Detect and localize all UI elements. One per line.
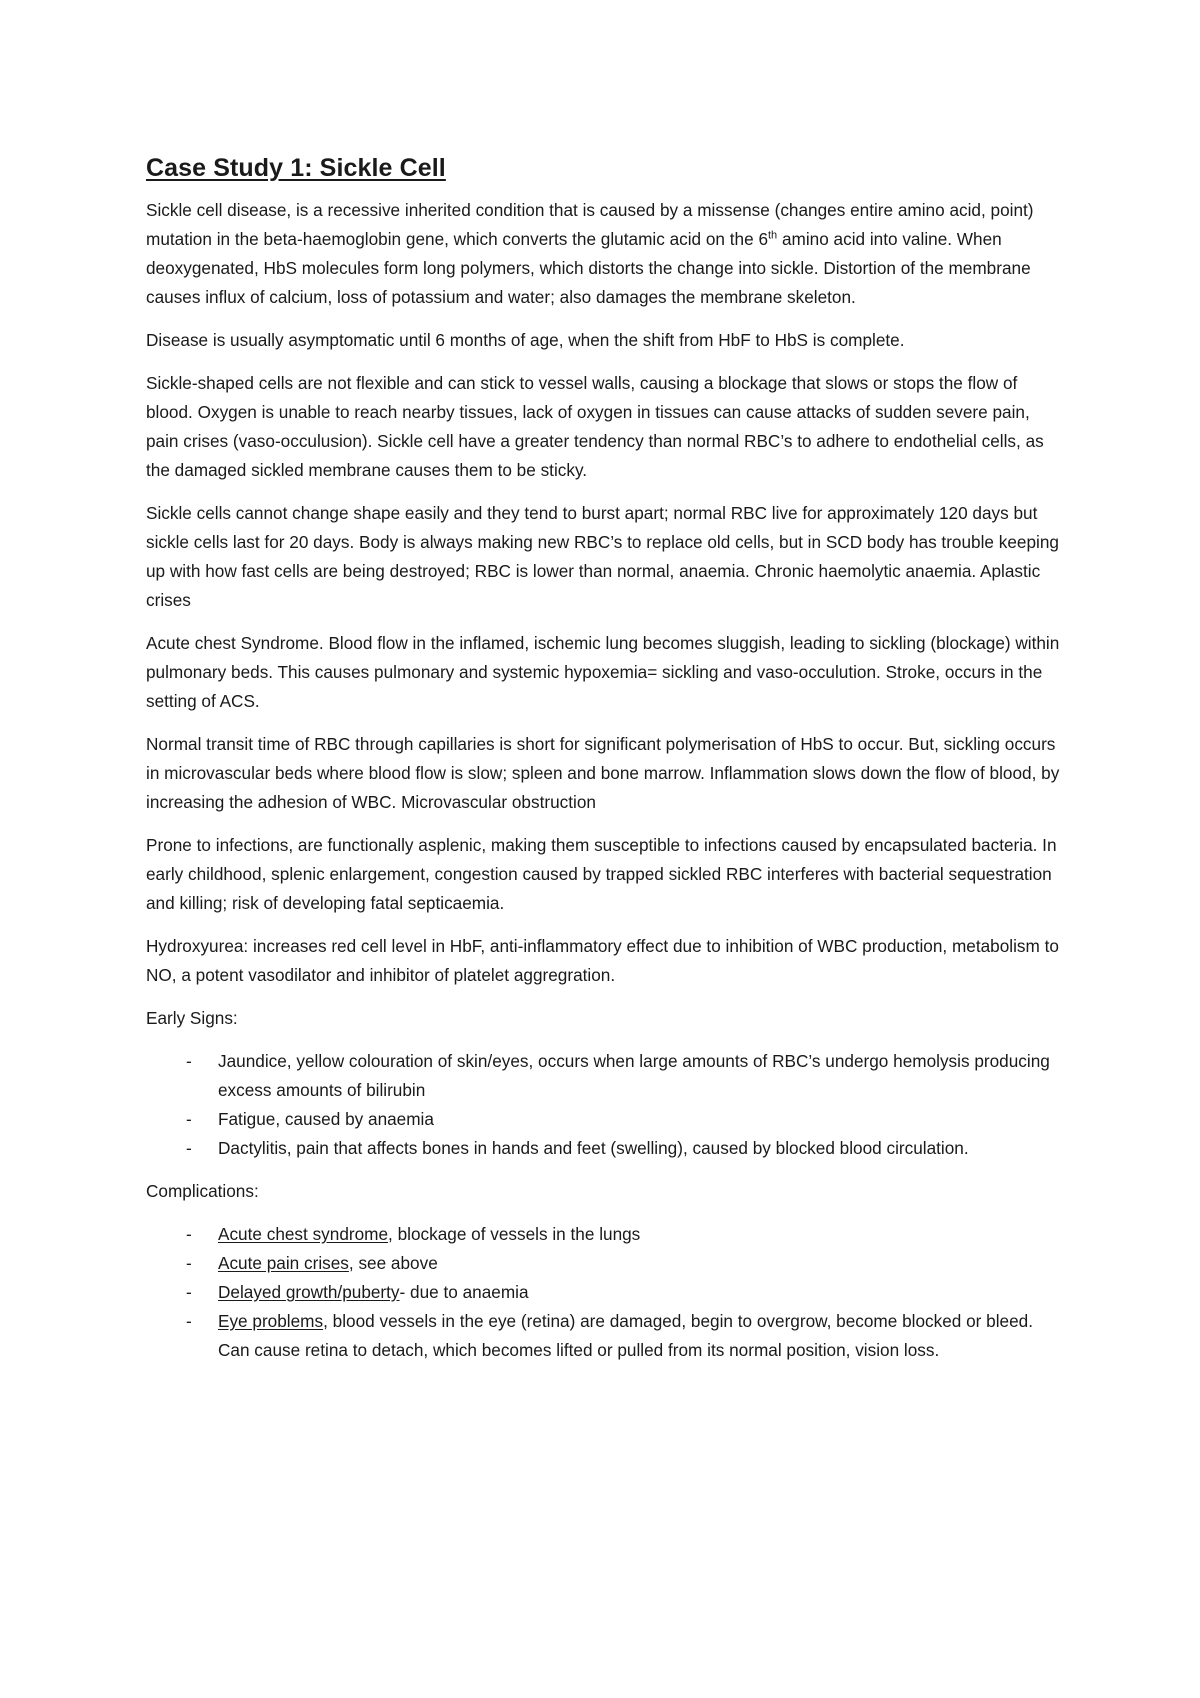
list-item-text: Dactylitis, pain that affects bones in hands and feet (swelling), caused by blocked blood circulation. [218,1138,969,1158]
list-item [146,1220,1066,1249]
dash-marker: - [186,1051,192,1071]
complications-list [146,1220,1066,1365]
dash-marker: - [186,1224,192,1244]
early-signs-list [146,1047,1066,1163]
dash-marker: - [186,1109,192,1129]
dash-marker: - [186,1282,192,1302]
list-item [146,1307,1066,1365]
complication-detail: - due to anaemia [399,1282,529,1302]
complication-detail: , blockage of vessels in the lungs [388,1224,641,1244]
list-item [146,1047,1066,1105]
list-item [146,1249,1066,1278]
complication-detail: , see above [348,1253,438,1273]
document-body [146,150,1066,1379]
dash-marker: - [186,1253,192,1273]
paragraph-acute-chest: Acute chest Syndrome. Blood flow in the inflamed, ischemic lung becomes sluggish, leading to sickling (blockage) within pulmonary beds. This causes pulmonary and systemic hypoxemia= sickling and vaso-occulution. Stroke, occurs in the setting of ACS. [146,633,1060,711]
paragraph-vaso-occlusion: Sickle-shaped cells are not flexible and can stick to vessel walls, causing a blockage that slows or stops the flow of blood. Oxygen is unable to reach nearby tissues, lack of oxygen in tissues can cause attacks of sudden severe pain, pain crises (vaso-occulusion). Sickle cell have a greater tendency than normal RBC’s to adhere to endothelial cells, as the damaged sickled membrane causes them to be sticky. [146,373,1044,480]
ordinal-suffix: th [768,229,778,242]
list-item [146,1134,1066,1163]
complication-term: Acute chest syndrome [218,1224,389,1244]
list-item-text: Fatigue, caused by anaemia [218,1109,434,1129]
list-item-text: Jaundice, yellow colouration of skin/eyes, occurs when large amounts of RBC’s undergo hemolysis producing excess amounts of bilirubin [218,1051,1050,1100]
complication-term: Eye problems [218,1311,324,1331]
early-signs-heading: Early Signs: [146,1008,238,1028]
paragraph-onset: Disease is usually asymptomatic until 6 months of age, when the shift from HbF to HbS is complete. [146,330,905,350]
intro-paragraph [146,196,1066,312]
dash-marker: - [186,1311,192,1331]
intro-text-start: Sickle cell disease, is a recessive inherited condition that is caused by a missense (changes entire amino acid, point) mutation in the beta-haemoglobin gene, which converts the glutamic acid on the 6 [146,200,1034,249]
paragraph-haemolysis: Sickle cells cannot change shape easily and they tend to burst apart; normal RBC live for approximately 120 days but sickle cells last for 20 days. Body is always making new RBC’s to replace old cells, but in SCD body has trouble keeping up with how fast cells are being destroyed; RBC is lower than normal, anaemia. Chronic haemolytic anaemia. Aplastic crises [146,503,1059,610]
paragraph-hydroxyurea: Hydroxyurea: increases red cell level in HbF, anti-inflammatory effect due to inhibition of WBC production, metabolism to NO, a potent vasodilator and inhibitor of platelet aggregration. [146,936,1059,985]
complications-heading: Complications: [146,1181,259,1201]
paragraph-transit-time: Normal transit time of RBC through capillaries is short for significant polymerisation of HbS to occur. But, sickling occurs in microvascular beds where blood flow is slow; spleen and bone marrow. Inflammation slows down the flow of blood, by increasing the adhesion of WBC. Microvascular obstruction [146,734,1060,812]
list-item [146,1278,1066,1307]
paragraph-infections: Prone to infections, are functionally asplenic, making them susceptible to infections caused by encapsulated bacteria. In early childhood, splenic enlargement, congestion caused by trapped sickled RBC interferes with bacterial sequestration and killing; risk of developing fatal septicaemia. [146,835,1057,913]
dash-marker: - [186,1138,192,1158]
intro-text-end: amino acid into valine. When deoxygenated, HbS molecules form long polymers, which distorts the change into sickle. Distortion of the membrane causes influx of calcium, loss of potassium and water; also damages the membrane skeleton. [146,229,1031,307]
list-item [146,1105,1066,1134]
page-title: Case Study 1: Sickle Cell [146,154,446,182]
complication-detail: , blood vessels in the eye (retina) are damaged, begin to overgrow, become blocked or bleed. Can cause retina to detach, which becomes lifted or pulled from its normal position, vision loss. [218,1311,1033,1360]
complication-term: Acute pain crises [218,1253,349,1273]
complication-term: Delayed growth/puberty [218,1282,400,1302]
